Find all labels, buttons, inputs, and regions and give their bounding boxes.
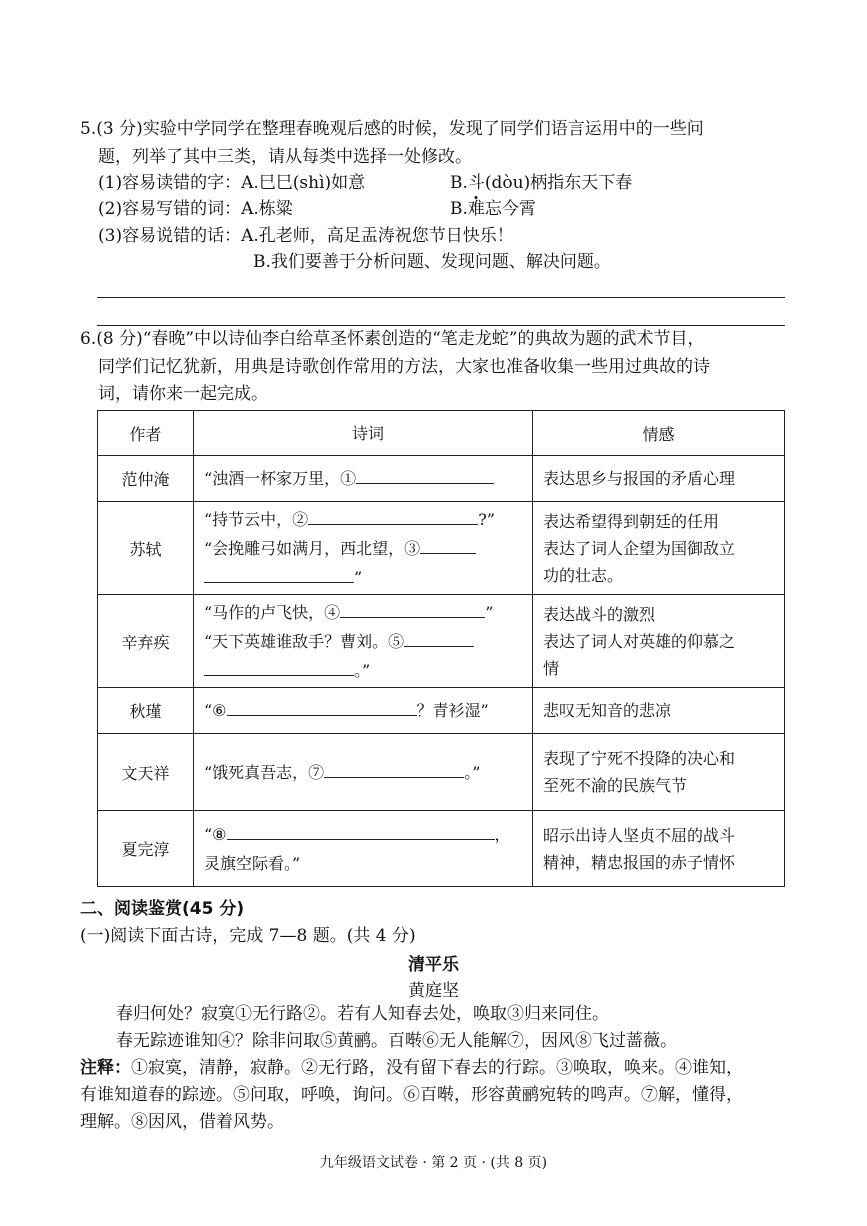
q5-row-2-label: (2)容易写错的词：: [98, 199, 242, 219]
poem-text: “⑧: [204, 824, 227, 844]
answer-line-2[interactable]: [97, 325, 785, 326]
poem-text: ，: [494, 824, 511, 844]
author-cell: 秋瑾: [98, 688, 194, 734]
author-cell: 夏完淳: [98, 811, 194, 887]
feeling-line: 表达希望得到朝廷的任用: [543, 511, 720, 531]
feeling-cell: 悲叹无知音的悲凉: [533, 688, 785, 734]
notes-line-3: 理解。⑧因风，借着风势。: [80, 1112, 284, 1132]
q5-row-2-option-a: A.栋粱: [241, 199, 293, 219]
feeling-cell: 表达思乡与报国的矛盾心理: [533, 456, 785, 502]
author-cell: 辛弃疾: [98, 595, 194, 688]
poem-line: [204, 534, 532, 563]
feeling-line: 至死不渝的民族气节: [543, 776, 688, 795]
poem-line: [204, 656, 532, 685]
blank-3-continued[interactable]: [204, 566, 354, 583]
page-footer: 九年级语文试卷 · 第 2 页 · (共 8 页): [319, 1155, 548, 1171]
blank-3[interactable]: [420, 537, 476, 554]
blank-8[interactable]: [227, 823, 495, 840]
feeling-cell: [533, 811, 785, 887]
q5-row-3-option-b: B.我们要善于分析问题、发现问题、解决问题。: [253, 252, 611, 272]
poem-text: “马作的卢飞快，④: [204, 602, 341, 622]
q5-r1b-dotted-char: 斗: [467, 173, 485, 193]
poem-text: “天下英雄谁敌手？曹刘。⑤: [204, 631, 405, 651]
notes-line-2: 有谁知道春的踪迹。⑤问取，呼唤，询问。⑥百啭，形容黄鹂宛转的鸣声。⑦解，懂得，: [80, 1085, 743, 1105]
feeling-cell: [533, 502, 785, 595]
poem-text: ？青衫湿”: [416, 701, 489, 720]
table-row: [98, 595, 785, 688]
poem-line: [204, 820, 532, 849]
table-row: [98, 811, 785, 887]
blank-6[interactable]: [227, 699, 417, 716]
feeling-line: 表达了词人对英雄的仰慕之: [543, 631, 736, 651]
poem-text: “饿死真吾志，⑦: [204, 762, 325, 782]
notes-line-1: [80, 1057, 743, 1079]
poem-line: [204, 505, 532, 534]
q5-stem-line-1: 5.(3 分)实验中学同学在整理春晚观后感的时候，发现了同学们语言运用中的一些问: [80, 119, 704, 139]
feeling-line: 表达战斗的激烈: [543, 604, 656, 624]
feeling-cell: [533, 595, 785, 688]
poem-allusion-table: [97, 410, 785, 887]
poem-text: “会挽雕弓如满月，西北望，③: [204, 538, 421, 558]
table-row: [98, 688, 785, 734]
poem-text: 。”: [354, 660, 371, 680]
q5-row-1-option-b: [450, 172, 632, 194]
poem-text: ?”: [478, 509, 495, 529]
header-feeling: 情感: [533, 411, 785, 456]
poem-cell: [194, 688, 533, 734]
poem-title: 清平乐: [408, 955, 459, 975]
poem-verse-1: 春归何处？寂寞①无行路②。若有人知春去处，唤取③归来同住。: [116, 1004, 609, 1024]
table-header-row: [98, 411, 785, 456]
poem-cell: [194, 456, 533, 502]
q5-row-2-option-b: B.难忘今霄: [450, 199, 536, 219]
poem-text: ”: [485, 602, 494, 622]
q6-stem-line-2: 同学们记忆犹新，用典是诗歌创作常用的方法，大家也准备收集一些用过典故的诗: [98, 357, 710, 377]
table-row: [98, 456, 785, 502]
header-poem: 诗词: [194, 411, 533, 456]
header-author: 作者: [98, 411, 194, 456]
feeling-line: 情: [543, 658, 560, 678]
author-cell: 文天祥: [98, 734, 194, 811]
feeling-cell: [533, 734, 785, 811]
feeling-line: 昭示出诗人坚贞不屈的战斗: [543, 825, 736, 845]
poem-line: [204, 563, 532, 592]
table-row: [98, 502, 785, 595]
notes-label: 注释：: [80, 1058, 131, 1078]
poem-text: ”: [354, 567, 363, 587]
blank-2[interactable]: [308, 508, 478, 525]
poem-line: 灵旗空际看。”: [204, 853, 301, 873]
q5-row-1-label: (1)容易读错的字：: [98, 173, 242, 193]
section-title: 二、阅读鉴赏(45 分): [80, 899, 245, 919]
q6-stem-line-1: 6.(8 分)“春晚”中以诗仙李白给草圣怀素创造的“笔走龙蛇”的典故为题的武术节目，: [80, 329, 705, 349]
poem-text: “持节云中，②: [204, 509, 309, 529]
poem-line: [204, 627, 532, 656]
q5-stem-line-2: 题，列举了其中三类，请从每类中选择一处修改。: [98, 147, 472, 167]
q5-row-3-option-a: (3)容易说错的话：A.孔老师，高足盂涛祝您节日快乐！: [98, 226, 514, 246]
feeling-line: 功的壮志。: [543, 565, 624, 585]
poem-line: [204, 598, 532, 627]
blank-1[interactable]: [356, 467, 494, 484]
subsection-title: (一)阅读下面古诗，完成 7—8 题。(共 4 分): [80, 926, 416, 946]
q5-r1b-rest: (dòu)柄指东天下春: [484, 173, 633, 193]
poem-verse-2: 春无踪迹谁知④？除非问取⑤黄鹂。百啭⑥无人能解⑦，因风⑧飞过蔷薇。: [116, 1031, 677, 1051]
poem-author: 黄庭坚: [408, 981, 459, 1001]
q5-row-1: [98, 172, 365, 194]
feeling-line: 表现了宁死不投降的决心和: [543, 749, 736, 768]
author-cell: 范仲淹: [98, 456, 194, 502]
poem-text: 。”: [464, 762, 481, 782]
q6-stem-line-3: 词，请你来一起完成。: [98, 384, 268, 404]
poem-cell: [194, 811, 533, 887]
feeling-line: 精神，精忠报国的赤子情怀: [543, 852, 736, 872]
table-row: [98, 734, 785, 811]
author-cell: 苏轼: [98, 502, 194, 595]
q5-r1b-prefix: B.: [450, 173, 468, 193]
poem-text: “⑥: [204, 701, 227, 720]
notes-text: ①寂寞，清静，寂静。②无行路，没有留下春去的行踪。③唤取，唤来。④谁知，: [131, 1058, 743, 1078]
feeling-line: 表达了词人企望为国御敌立: [543, 538, 736, 558]
blank-5[interactable]: [404, 630, 474, 647]
blank-5-continued[interactable]: [204, 659, 354, 676]
answer-line-1[interactable]: [97, 297, 785, 298]
poem-cell: [194, 595, 533, 688]
poem-text: “浊酒一杯家万里，①: [204, 469, 357, 488]
poem-cell: [194, 502, 533, 595]
q5-row-1-option-a: A.巳巳(shì)如意: [241, 173, 366, 193]
blank-4[interactable]: [340, 601, 485, 618]
q5-row-2: [98, 198, 293, 220]
blank-7[interactable]: [324, 761, 464, 778]
poem-cell: [194, 734, 533, 811]
